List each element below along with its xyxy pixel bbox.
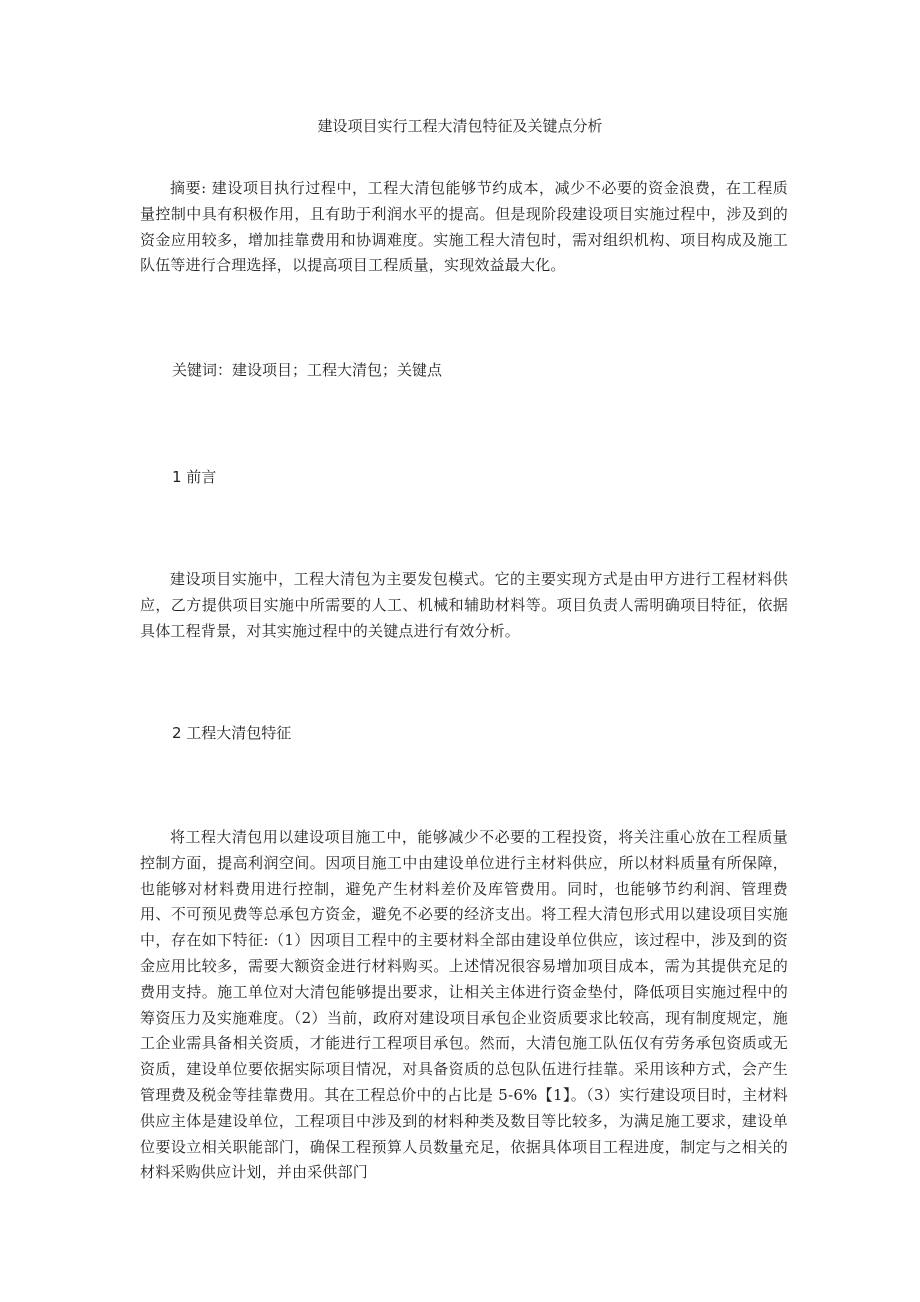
keywords-line: 关键词：建设项目；工程大清包；关键点 <box>172 361 443 379</box>
document-title: 建设项目实行工程大清包特征及关键点分析 <box>317 117 603 135</box>
section-heading-introduction: 1 前言 <box>172 468 217 486</box>
abstract-paragraph: 摘要: 建设项目执行过程中，工程大清包能够节约成本，减少不必要的资金浪费，在工程质量控制中具有积极作用，且有助于利润水平的提高。但是现阶段建设项目实施过程中，涉及到的资金应用较多，增加挂靠费用和协调难度。实施工程大清包时，需对组织机构、项目构成及施工队伍等进行合理选择，以提高项目工程质量，实现效益最大化。 <box>140 179 788 275</box>
section-heading-features: 2 工程大清包特征 <box>172 724 292 742</box>
section-body-features: 将工程大清包用以建设项目施工中，能够减少不必要的工程投资，将关注重心放在工程质量控制方面，提高利润空间。因项目施工中由建设单位进行主材料供应，所以材料质量有所保障，也能够对材料费用进行控制，避免产生材料差价及库管费用。同时，也能够节约利润、管理费用、不可预见费等总承包方资金，避免不必要的经济支出。将工程大清包形式用以建设项目实施中，存在如下特征:（1）因项目工程中的主要材料全部由建设单位供应，该过程中，涉及到的资金应用比较多，需要大额资金进行材料购买。上述情况很容易增加项目成本，需为其提供充足的费用支持。施工单位对大清包能够提出要求，让相关主体进行资金垫付，降低项目实施过程中的筹资压力及实施难度。（2）当前，政府对建设项目承包企业资质要求比较高，现有制度规定，施工企业需具备相关资质，才能进行工程项目承包。然而，大清包施工队伍仅有劳务承包资质或无资质，建设单位要依据实际项目情况，对具备资质的总包队伍进行挂靠。采用该种方式，会产生管理费及税金等挂靠费用。其在工程总价中的占比是 5-6%【1】。（3）实行建设项目时，主材料供应主体是建设单位，工程项目中涉及到的材料种类及数目等比较多，为满足施工要求，建设单位要设立相关职能部门，确保工程预算人员数量充足，依据具体项目工程进度，制定与之相关的材料采购供应计划，并由采供部门 <box>140 828 788 1182</box>
section-body-introduction: 建设项目实施中，工程大清包为主要发包模式。它的主要实现方式是由甲方进行工程材料供应，乙方提供项目实施中所需要的人工、机械和辅助材料等。项目负责人需明确项目特征，依据具体工程背景，对其实施过程中的关键点进行有效分析。 <box>140 570 788 640</box>
